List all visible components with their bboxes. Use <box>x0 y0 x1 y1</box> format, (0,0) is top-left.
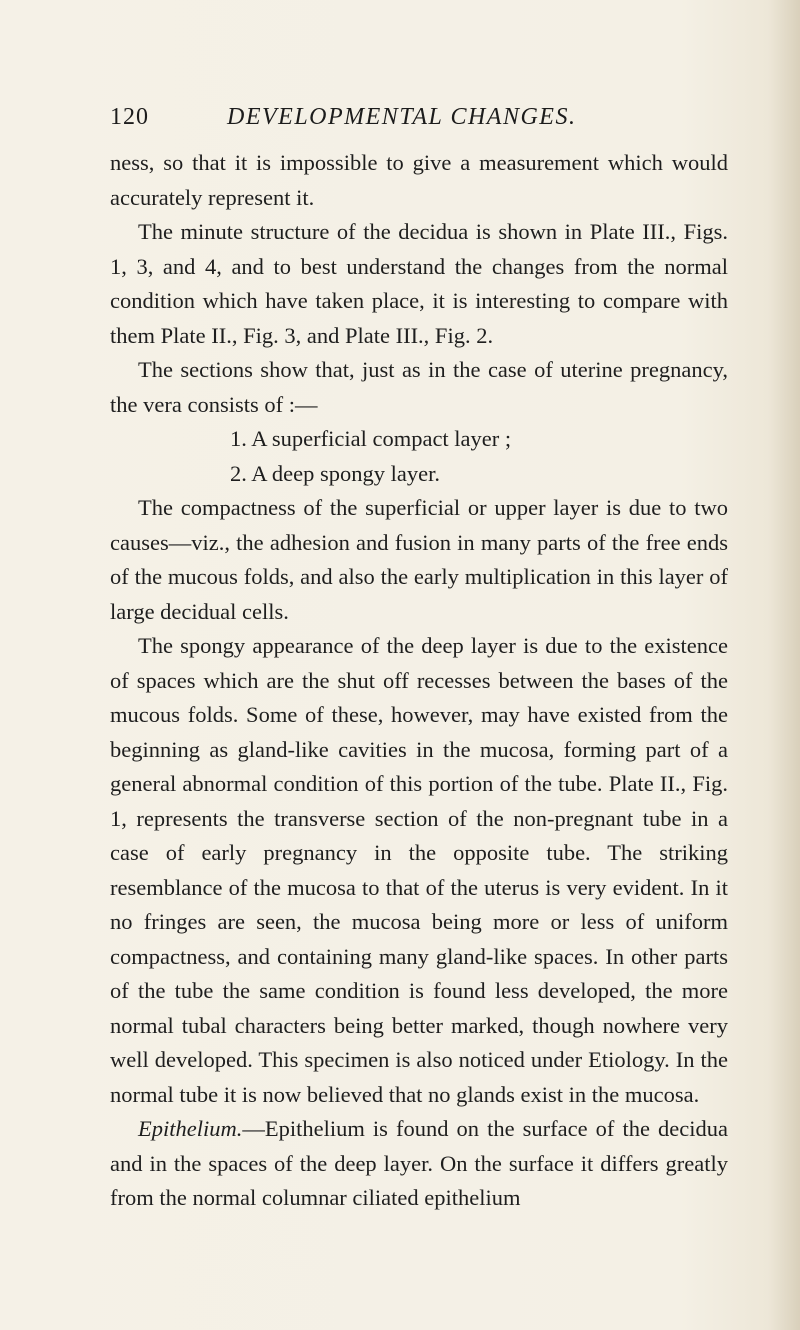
paragraph-minute-structure: The minute structure of the decidua is shown in Plate III., Figs. 1, 3, and 4, and to best understand the changes from the normal condition which have taken place, it is interesting to compare with them Plate II., Fig. 3, and Plate III., Fig. 2. <box>110 219 728 348</box>
page-number: 120 <box>110 104 149 130</box>
paragraph-sections: The sections show that, just as in the case of uterine pregnancy, the vera consists of :— <box>110 357 728 417</box>
paragraph-spongy-appearance: The spongy appearance of the deep layer is due to the existence of spaces which are the shut off recesses between the bases of the mucous folds. Some of these, however, may have existed from the beginning as gland-like cavities in the mucosa, forming part of a general abnormal condition of this portion of the tube. Plate II., Fig. 1, represents the transverse section of the non-pregnant tube in a case of early pregnancy in the opposite tube. The striking resemblance of the mucosa to that of the uterus is very evident. In it no fringes are seen, the mucosa being more or less of uniform compactness, and containing many gland-like spaces. In other parts of the tube the same condition is found less developed, the more normal tubal characters being better marked, though nowhere very well developed. This specimen is also noticed under Etiology. In the normal tube it is now believed that no glands exist in the mucosa. <box>110 633 728 1107</box>
running-title: DEVELOPMENTAL CHANGES. <box>227 104 577 130</box>
list-item-spongy-layer: 2. A deep spongy layer. <box>230 460 440 486</box>
epithelium-heading: Epithelium. <box>138 1116 243 1141</box>
body-text <box>110 146 728 1216</box>
list-item-compact-layer: 1. A superficial compact layer ; <box>230 426 512 451</box>
epithelium-text: —Epithelium is found on the surface of the decidua and in the spaces of the deep layer. On the surface it differs greatly from the normal columnar ciliated epithelium <box>110 1116 728 1210</box>
page-header <box>110 104 710 136</box>
paragraph-epithelium <box>110 1112 728 1216</box>
paragraph-continuation: ness, so that it is impossible to give a measurement which would accurately represent it. <box>110 150 728 210</box>
paragraph-compactness: The compactness of the superficial or upper layer is due to two causes—viz., the adhesion and fusion in many parts of the free ends of the mucous folds, and also the early multiplication in this layer of large decidual cells. <box>110 495 728 624</box>
